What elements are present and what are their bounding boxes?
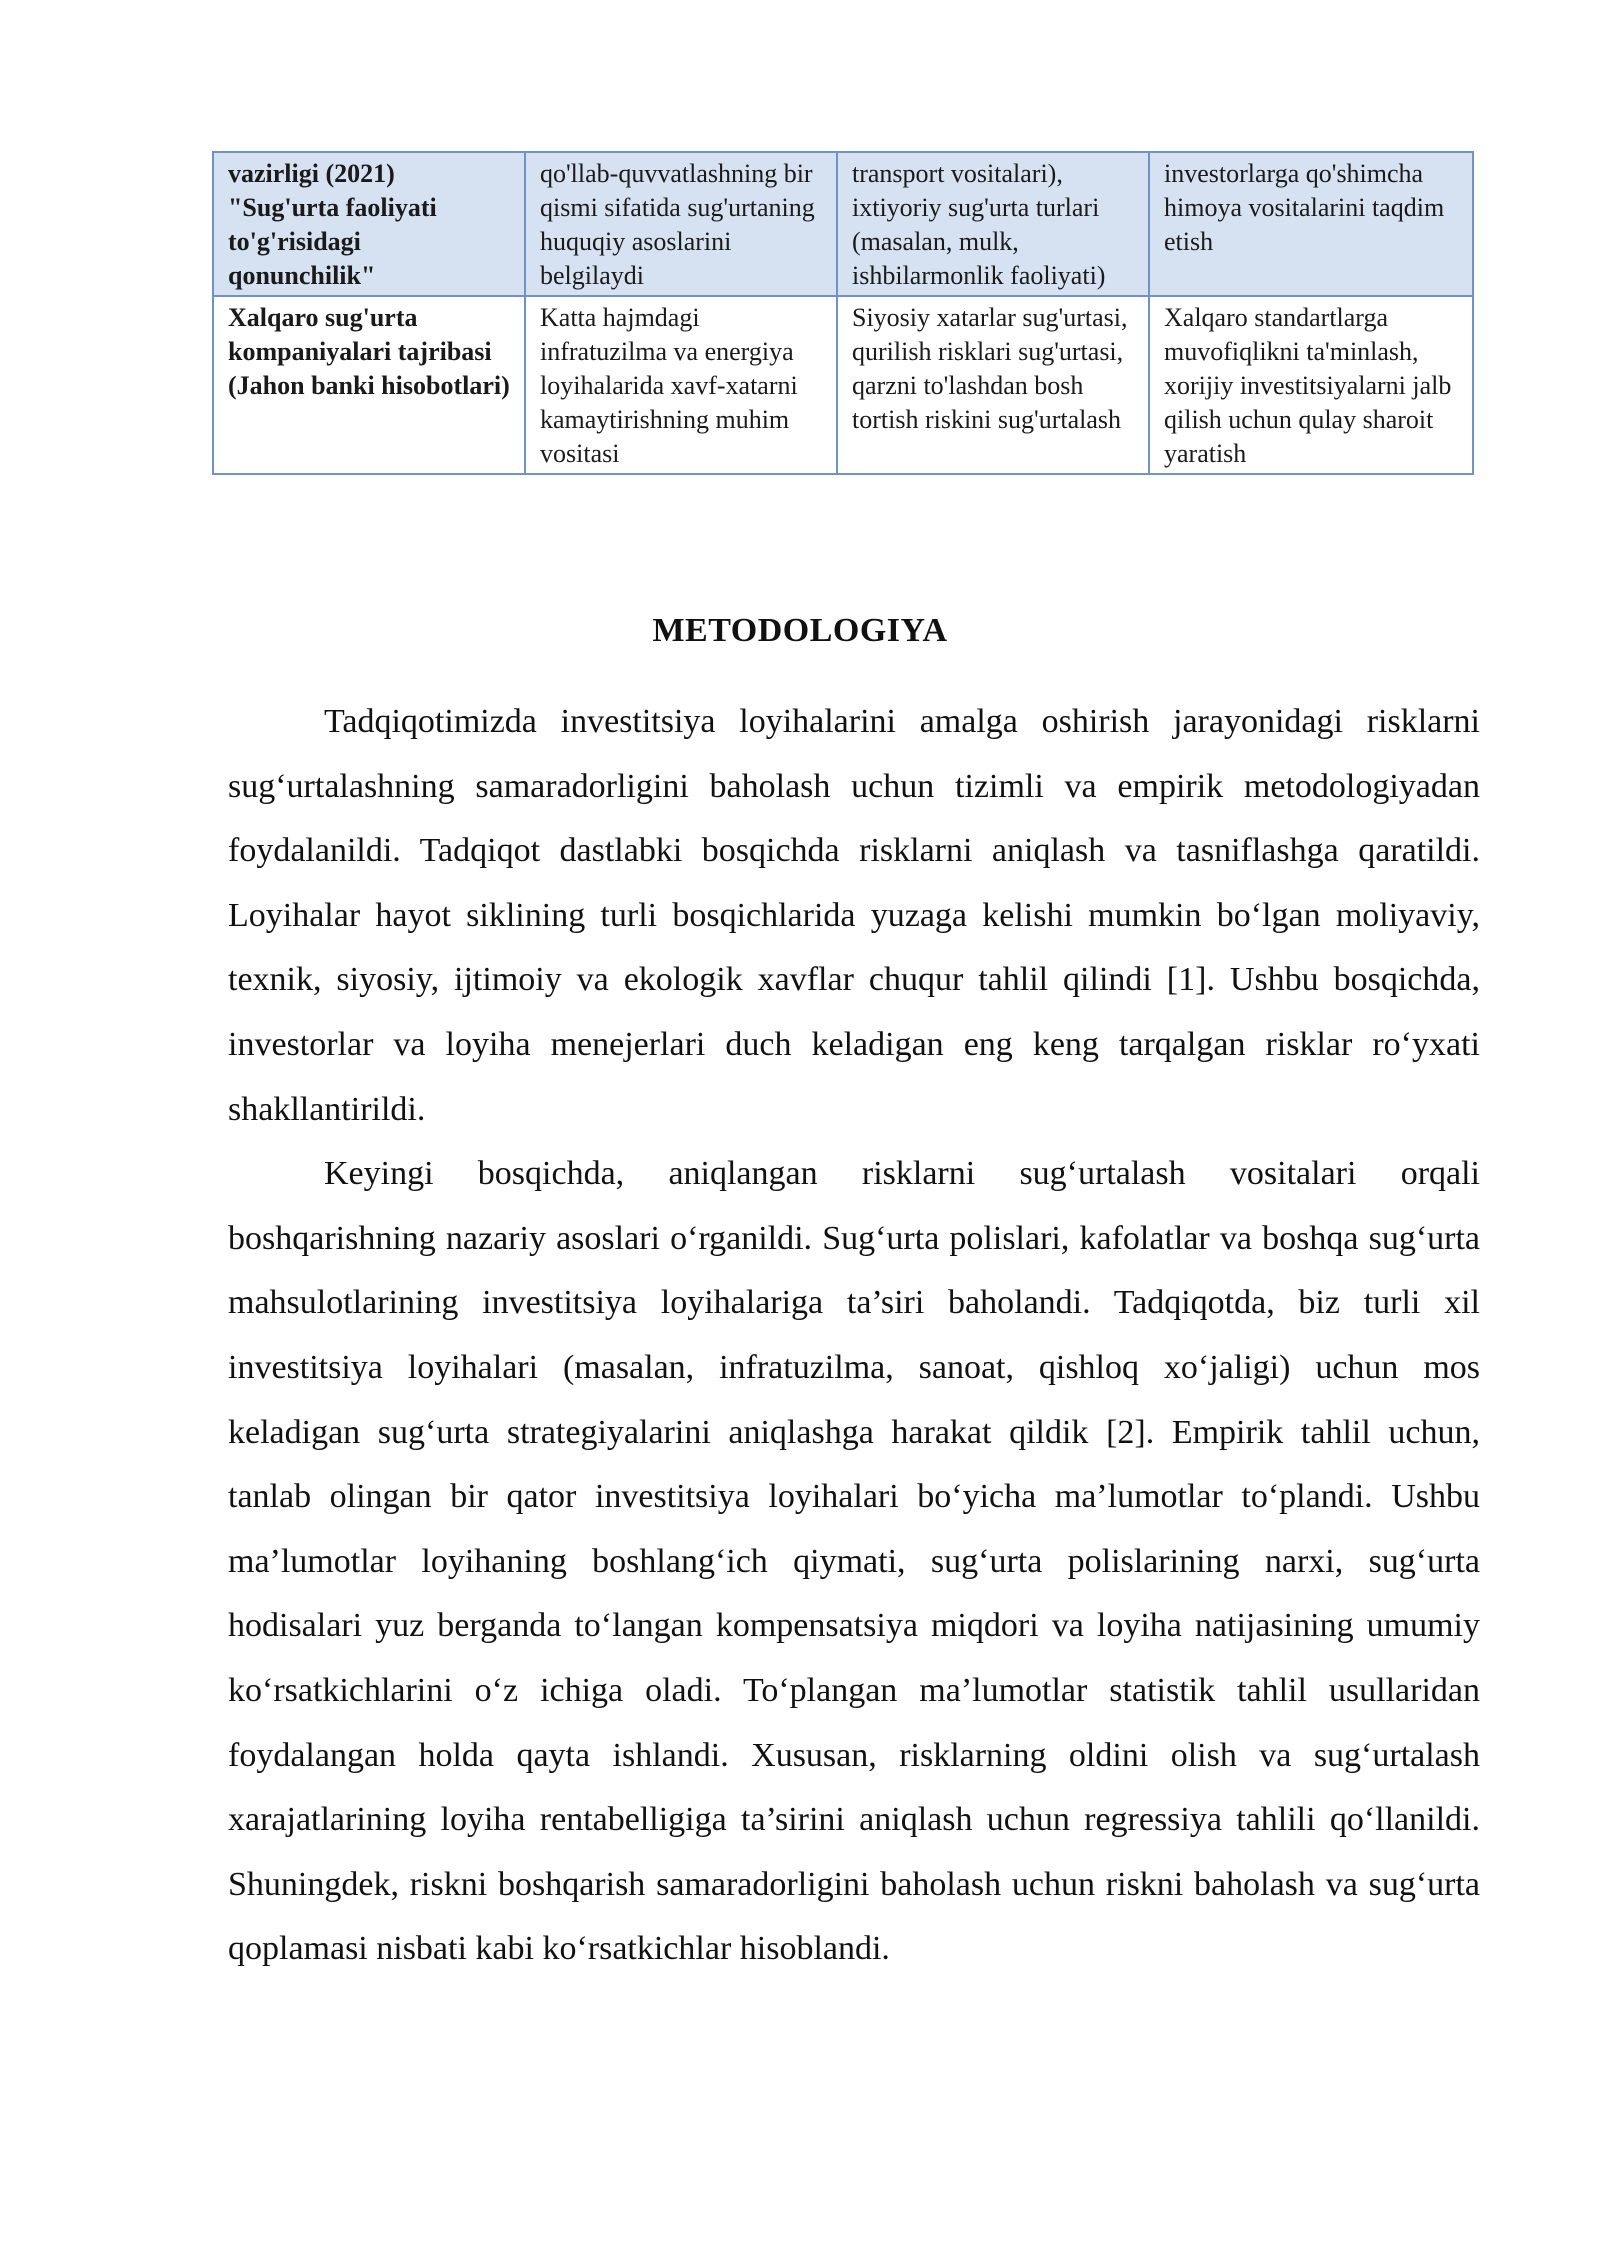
paragraph: Keyingi bosqichda, aniqlangan risklarni sug‘urtalash vositalari orqali boshqarishning nazariy asoslari o‘rganildi. Sug‘urta polislari, kafolatlar va boshqa sug‘urta mahsulotlarining investitsiya loyihalariga ta’siri baholandi. Tadqiqotda, biz turli xil investitsiya loyihalari (masalan, infratuzilma, sanoat, qishloq xo‘jaligi) uchun mos keladigan sug‘urta strategiyalarini aniqlashga harakat qildik [2]. Empirik tahlil uchun, tanlab olingan bir qator investitsiya loyihalari bo‘yicha ma’lumotlar to‘plandi. Ushbu ma’lumotlar loyihaning boshlang‘ich qiymati, sug‘urta polislarining narxi, sug‘urta hodisalari yuz berganda to‘langan kompensatsiya miqdori va loyiha natijasining umumiy ko‘rsatkichlarini o‘z ichiga oladi. To‘plangan ma’lumotlar statistik tahlil usullaridan foydalangan holda qayta ishlandi. Xususan, risklarning oldini olish va sug‘urtalash xarajatlarining loyiha rentabelligiga ta’sirini aniqlash uchun regressiya tahlili qo‘llanildi. Shuningdek, riskni boshqarish samaradorligini baholash uchun riskni baholash va sug‘urta qoplamasi nisbati kabi ko‘rsatkichlar hisoblandi. <box>228 1155 1480 1968</box>
table-cell: Xalqaro sug'urta kompaniyalari tajribasi (Jahon banki hisobotlari) <box>213 296 525 474</box>
section-heading: METODOLOGIYA <box>652 612 948 649</box>
table-row <box>213 296 1473 474</box>
insurance-sources-table <box>212 151 1474 475</box>
table-cell: vazirligi (2021) "Sug'urta faoliyati to'g'risidagi qonunchilik" <box>213 152 525 296</box>
table-cell: Katta hajmdagi infratuzilma va energiya loyihalarida xavf-xatarni kamaytirishning muhim vositasi <box>525 296 837 474</box>
paragraph: Tadqiqotimizda investitsiya loyihalarini amalga oshirish jarayonidagi risklarni sug‘urtalashning samaradorligini baholash uchun tizimli va empirik metodologiyadan foydalanildi. Tadqiqot dastlabki bosqichda risklarni aniqlash va tasniflashga qaratildi. Loyihalar hayot siklining turli bosqichlarida yuzaga kelishi mumkin bo‘lgan moliyaviy, texnik, siyosiy, ijtimoiy va ekologik xavflar chuqur tahlil qilindi [1]. Ushbu bosqichda, investorlar va loyiha menejerlari duch keladigan eng keng tarqalgan risklar ro‘yxati shakllantirildi. <box>228 703 1480 1128</box>
section-body <box>228 690 1480 1982</box>
table-cell: qo'llab-quvvatlashning bir qismi sifatida sug'urtaning huquqiy asoslarini belgilaydi <box>525 152 837 296</box>
table-cell: Xalqaro standartlarga muvofiqlikni ta'minlash, xorijiy investitsiyalarni jalb qilish uchun qulay sharoit yaratish <box>1149 296 1473 474</box>
table-row <box>213 152 1473 296</box>
table-cell: investorlarga qo'shimcha himoya vositalarini taqdim etish <box>1149 152 1473 296</box>
table-cell: transport vositalari), ixtiyoriy sug'urta turlari (masalan, mulk, ishbilarmonlik faoliyati) <box>837 152 1149 296</box>
table-cell: Siyosiy xatarlar sug'urtasi, qurilish risklari sug'urtasi, qarzni to'lashdan bosh tortish riskini sug'urtalash <box>837 296 1149 474</box>
